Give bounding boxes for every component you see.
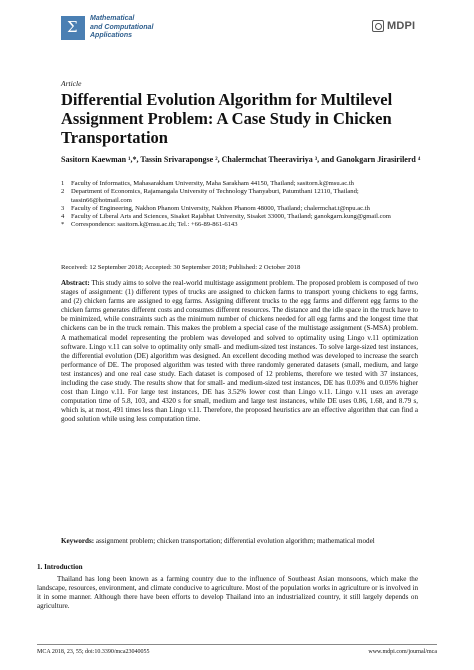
affiliation-item xyxy=(61,180,411,188)
footer-url[interactable]: www.mdpi.com/journal/mca xyxy=(368,649,437,655)
keywords-text: assignment problem; chicken transportation; differential evolution algorithm; mathematical model xyxy=(95,537,375,545)
affiliation-number: * xyxy=(61,221,65,229)
sigma-icon: Σ xyxy=(67,18,78,36)
footer-divider xyxy=(37,644,437,645)
affiliation-item xyxy=(61,221,411,229)
journal-logo xyxy=(61,16,85,40)
keywords xyxy=(61,537,418,546)
affiliation-item xyxy=(61,188,411,205)
author-list: Sasitorn Kaewman ¹,*, Tassin Srivarapongse ², Chalermchat Theeraviriya ³, and Ganokgarn Jirasirilerd ⁴ xyxy=(61,155,421,164)
affiliation-item xyxy=(61,213,411,221)
abstract xyxy=(61,279,418,425)
keywords-label: Keywords: xyxy=(61,537,95,545)
introduction-text: Thailand has long been known as a farming country due to the influence of Southeast Asian monsoons, which make the landscape, resources, environment, and climate conducive to agriculture. Most of the population works in agriculture or is involved in it in some manner. Although there have been efforts to develop Thailand into an industrialized country, it still largely depends on agriculture. xyxy=(37,575,418,611)
introduction-paragraph xyxy=(37,575,418,611)
affiliation-text: Faculty of Informatics, Mahasarakham University, Maha Sarakham 44150, Thailand; sasitorn.k@msu.ac.th xyxy=(71,180,354,187)
publication-dates: Received: 12 September 2018; Accepted: 30 September 2018; Published: 2 October 2018 xyxy=(61,264,301,271)
affiliation-item xyxy=(61,205,411,213)
affiliation-text: Correspondence: sasitorn.k@msu.ac.th; Tel.: +66-89-861-6143 xyxy=(71,221,238,229)
journal-name-line: Mathematical xyxy=(90,15,135,22)
journal-name-line: Applications xyxy=(90,32,133,39)
affiliation-text: Faculty of Liberal Arts and Sciences, Sisaket Rajabhat University, Sisaket 33000, Thailand; ganokgarn.kung@gmail.com xyxy=(71,213,391,221)
journal-name xyxy=(90,15,210,41)
footer-citation: MCA 2018, 23, 55; doi:10.3390/mca23040055 xyxy=(37,649,150,655)
publisher-logo xyxy=(372,20,415,32)
affiliation-number: 2 xyxy=(61,188,65,196)
mdpi-icon xyxy=(372,20,384,32)
affiliation-number: 3 xyxy=(61,204,65,212)
paper-title: Differential Evolution Algorithm for Multilevel Assignment Problem: A Case Study in Chicken Transportation xyxy=(61,90,393,147)
abstract-label: Abstract: xyxy=(61,279,90,287)
publisher-name: MDPI xyxy=(387,20,416,32)
affiliations xyxy=(61,180,411,230)
affiliation-number: 4 xyxy=(61,213,65,221)
affiliation-text: Faculty of Engineering, Nakhon Phanom University, Nakhon Phanom 48000, Thailand; chalermchat.t@npu.ac.th xyxy=(71,204,370,212)
journal-name-line: and Computational xyxy=(90,23,154,31)
affiliation-number: 1 xyxy=(61,180,65,187)
abstract-text: This study aims to solve the real-world multistage assignment problem. The proposed problem is composed of two stages of assignment: (1) different types of trucks are assigned to chicken farms to transport young chickens to egg farms, and (2) chicken farms are assigned to egg farms. Assigning different trucks to the egg farms and different egg farms to the chicken farms generates different costs and consumes different resources. The distance and the idle space in the truck have to be minimized, while constraints such as the minimum number of chickens needed for all egg farms and the longest time that chickens can be in the truck remain. This makes the problem a special case of the multistage assignment (S-MSA) problem. A mathematical model representing the problem was developed and solved to optimality using Lingo v.11 optimization software. Lingo v.11 can solve to optimality only small- and medium-sized test instances. To solve large-sized test instances, the differential evolution (DE) algorithm was designed. An excellent decoding method was developed to increase the search performance of DE. The proposed algorithm was tested with three randomly generated datasets (small, medium, and large test instances) and one real case study. Each dataset is composed of 12 problems, therefore we tested with 37 instances, including the case study. The results show that for small- and medium-sized test instances, DE has 0.03% and 0.05% higher cost than Lingo v.11. For large test instances, DE has 3.52% lower cost than Lingo v.11. Lingo v.11 uses an average computation time of 5.8, 103, and 4320 s for small, medium and large test instances, while DE uses 0.86, 1.68, and 8.79 s, which is, at most, 491 times less than Lingo v.11. Therefore, the proposed heuristics are an effective algorithm that can find a good solution while using less computation time. xyxy=(61,279,418,424)
affiliation-text: Department of Economics, Rajamangala University of Technology Thanyaburi, Patumthani 12110, Thailand; tassin66@hotmail.com xyxy=(71,188,359,204)
section-heading: 1. Introduction xyxy=(37,563,83,571)
article-type: Article xyxy=(61,79,82,88)
